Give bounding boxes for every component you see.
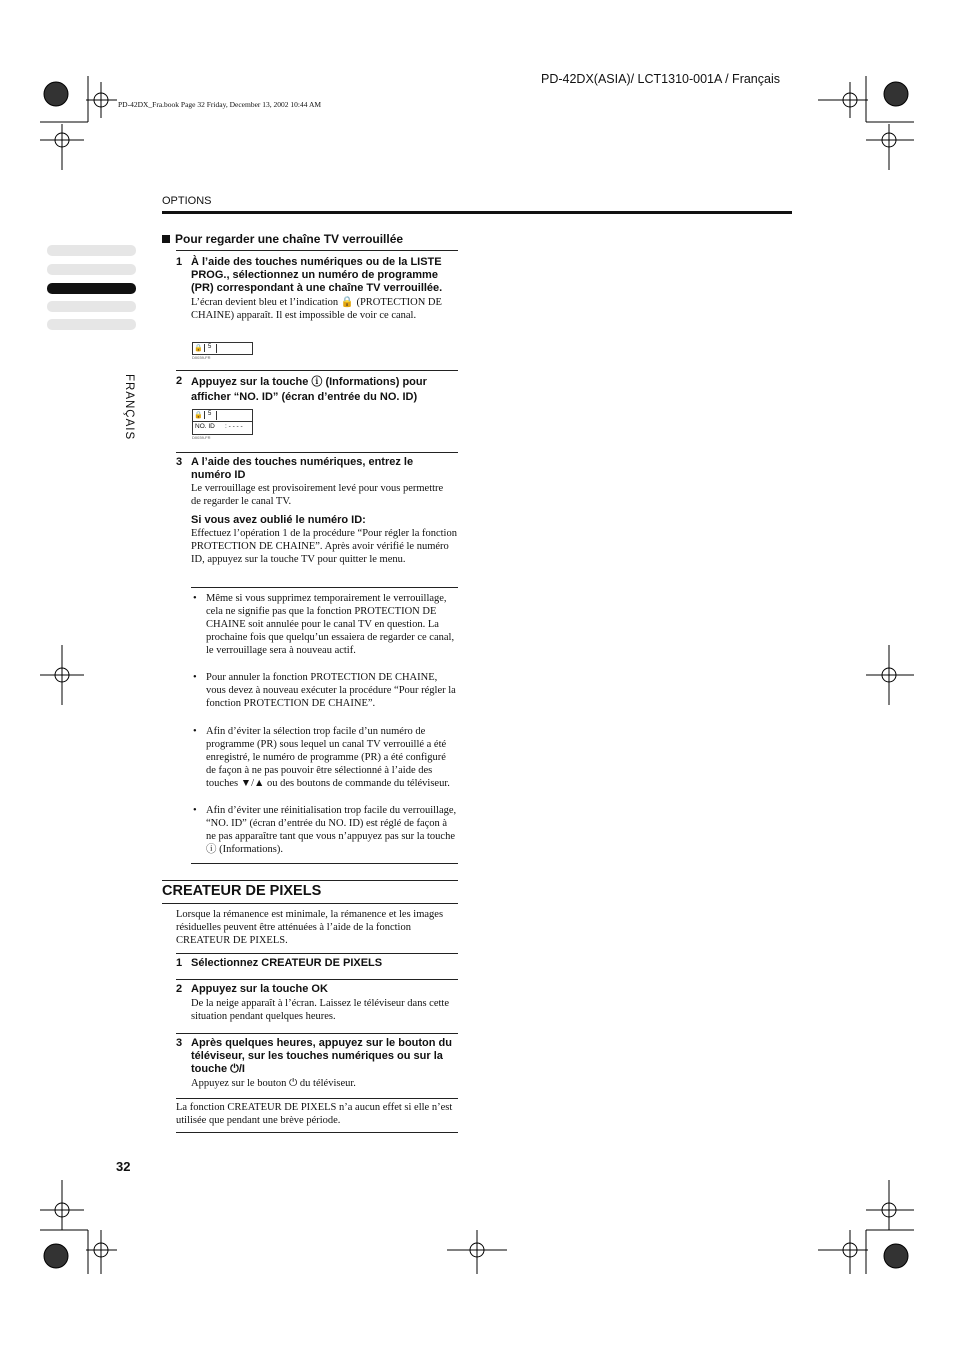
step-title: Sélectionnez CREATEUR DE PIXELS <box>191 957 383 969</box>
subsection-title: Pour regarder une chaîne TV verrouillée <box>162 232 403 246</box>
section-rule <box>162 211 792 214</box>
step-number: 1 <box>176 957 183 969</box>
section-label: OPTIONS <box>162 195 212 207</box>
step-body: Le verrouillage est provisoirement levé pour vous permettre de regarder le canal TV. <box>191 483 444 507</box>
step-title: À l’aide des touches numériques ou de la LISTE PROG., sélectionnez un numéro de programme (PR) correspondant à une chaîne TV verrouillée. <box>191 256 443 294</box>
step-number: 3 <box>176 456 183 468</box>
step-number: 2 <box>176 983 183 995</box>
step-number: 2 <box>176 375 183 387</box>
step-number: 1 <box>176 256 183 268</box>
osd-code: D0039-FR <box>192 355 211 360</box>
pixels-intro: Lorsque la rémanence est minimale, la rémanence et les images résiduelles peuvent être atténuées à l’aide de la fonction CREATEUR DE PIXELS. <box>176 909 444 946</box>
page-number: 32 <box>116 1159 131 1174</box>
osd-lock-display <box>192 342 253 355</box>
side-tab-4 <box>47 301 136 312</box>
note-bullet: • Afin d’éviter une réinitialisation trop facile du verrouillage, “NO. ID” (écran d’entrée du NO. ID) est réglé de façon à ne pas apparaître tant que vous n’appuyez pas sur la touche ⓘ (Informations). <box>193 805 457 855</box>
step-rule <box>176 250 458 251</box>
notes-rule <box>191 587 458 588</box>
step-rule <box>176 1132 458 1133</box>
osd-id-value: : - - - - <box>225 423 243 430</box>
step-body: L’écran devient bleu et l’indication 🔒 (PROTECTION DE CHAINE) apparaît. Il est impossible de voir ce canal. <box>191 297 442 321</box>
side-tab-active <box>47 283 136 294</box>
square-bullet-icon <box>162 235 170 243</box>
step-rule <box>176 452 458 453</box>
step-body: De la neige apparaît à l’écran. Laissez le téléviseur dans cette situation pendant quelques heures. <box>191 998 449 1022</box>
side-tab-5 <box>47 319 136 330</box>
step-number: 3 <box>176 1037 183 1049</box>
step-title: Appuyez sur la touche ⓘ (Informations) pour afficher “NO. ID” (écran d’entrée du NO. ID) <box>191 376 427 403</box>
lock-icon: 🔒 <box>194 411 205 419</box>
note-bullet: • Afin d’éviter la sélection trop facile d’un numéro de programme (PR) sous lequel un canal TV verrouillé a été enregistré, le numéro de programme (PR) a été configuré de façon à ne pas pouvoir être sélectionné à l’aide des touches ▼/▲ ou des boutons de commande du téléviseur. <box>193 726 450 789</box>
step-rule <box>176 370 458 371</box>
step-title: Après quelques heures, appuyez sur le bouton du téléviseur, sur les touches numériques ou sur la touche ⏻/I <box>191 1037 452 1075</box>
step-body: Appuyez sur le bouton ⏻ du téléviseur. <box>191 1078 356 1089</box>
step-title: Appuyez sur la touche OK <box>191 983 328 995</box>
side-language-label: FRANÇAIS <box>123 374 135 441</box>
osd-channel: 5 <box>208 344 217 353</box>
pixels-footer-note: La fonction CREATEUR DE PIXELS n’a aucun effet si elle n’est utilisée que pendant une brève période. <box>176 1102 453 1126</box>
step-rule <box>176 1033 458 1034</box>
side-tab-2 <box>47 264 136 275</box>
lock-icon: 🔒 <box>194 344 205 352</box>
step-title: A l’aide des touches numériques, entrez le numéro ID <box>191 456 414 481</box>
note-bullet: • Même si vous supprimez temporairement le verrouillage, cela ne signifie pas que la fonction PROTECTION DE CHAINE soit annulée pour le canal TV en question. La prochaine fois que quelqu’un essaiera de regarder ce canal, le verrouillage sera à nouveau actif. <box>193 593 455 656</box>
notes-rule <box>191 863 458 864</box>
section-heading: CREATEUR DE PIXELS <box>162 883 322 899</box>
heading-rule <box>162 880 458 881</box>
step-rule <box>176 979 458 980</box>
side-tab-1 <box>47 245 136 256</box>
osd-code: D0039-FR <box>192 435 211 440</box>
osd-id-label: NO. ID <box>195 423 215 430</box>
note-bullet: • Pour annuler la fonction PROTECTION DE CHAINE, vous devez à nouveau exécuter la procédure “Pour régler la fonction PROTECTION DE CHAINE”. <box>193 672 456 709</box>
step-rule <box>176 1098 458 1099</box>
book-info: PD-42DX_Fra.book Page 32 Friday, December 13, 2002 10:44 AM <box>118 100 322 109</box>
osd-channel: 5 <box>208 411 217 420</box>
note-body: Effectuez l’opération 1 de la procédure “Pour régler la fonction PROTECTION DE CHAINE”. Après avoir vérifié le numéro ID, appuyez sur la touche TV pour quitter le menu. <box>191 528 457 565</box>
note-title: Si vous avez oublié le numéro ID: <box>191 514 366 526</box>
step-rule <box>176 953 458 954</box>
doc-reference: PD-42DX(ASIA)/ LCT1310-001A / Français <box>541 72 780 86</box>
osd-id-display <box>192 409 253 435</box>
heading-rule <box>162 903 458 904</box>
